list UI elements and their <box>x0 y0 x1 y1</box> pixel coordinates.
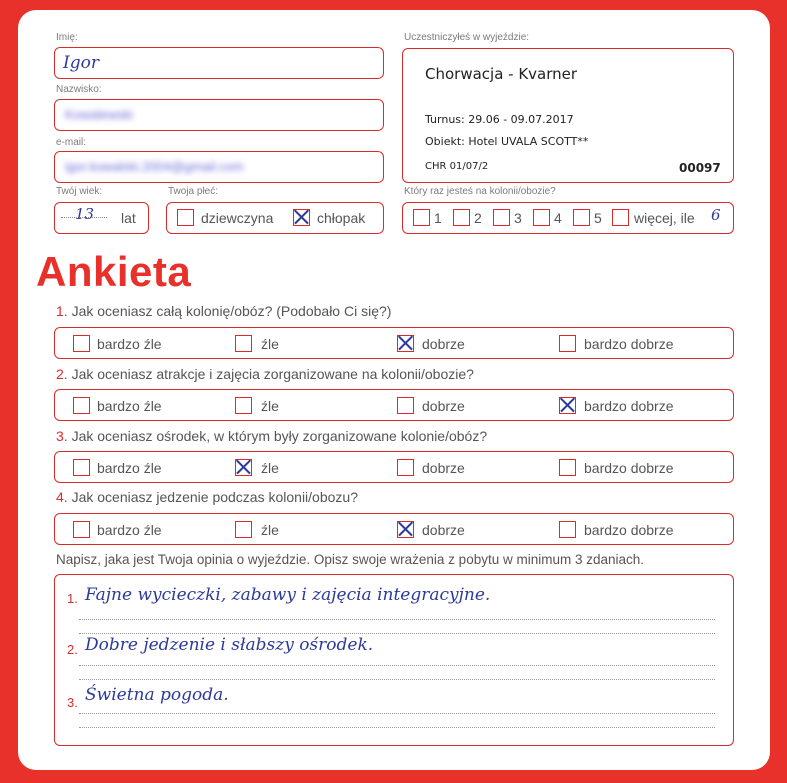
q2-checkbox-bad[interactable] <box>235 397 252 414</box>
q1-checkbox-bad[interactable] <box>235 335 252 352</box>
age-value: 13 <box>75 205 95 223</box>
opinion-3-text: Świetna pogoda. <box>85 685 229 705</box>
question-2: 2. Jak oceniasz atrakcje i zajęcia zorganizowane na kolonii/obozie? <box>56 366 474 382</box>
q1-checkbox-good[interactable] <box>397 335 414 352</box>
question-4: 4. Jak oceniasz jedzenie podczas kolonii/obozu? <box>56 489 358 505</box>
q1-option-bad: źle <box>261 336 279 352</box>
q4-option-very-good: bardzo dobrze <box>584 522 674 538</box>
opinion-2-text: Dobre jedzenie i słabszy ośrodek. <box>85 635 374 655</box>
participated-label: Uczestniczyłeś w wyjeździe: <box>404 32 530 43</box>
trip-name: Chorwacja - Kvarner <box>425 65 578 83</box>
trip-obiekt: Obiekt: Hotel UVALA SCOTT** <box>425 135 589 148</box>
first-name-label: Imię: <box>56 32 78 43</box>
times-checkbox-2[interactable] <box>453 209 470 226</box>
q2-checkbox-good[interactable] <box>397 397 414 414</box>
q2-option-good: dobrze <box>422 398 465 414</box>
q1-checkbox-very-good[interactable] <box>559 335 576 352</box>
q2-option-very-good: bardzo dobrze <box>584 398 674 414</box>
gender-field <box>166 202 384 234</box>
q2-option-very-bad: bardzo źle <box>97 398 162 414</box>
gender-checkbox-boy[interactable] <box>293 209 310 226</box>
q4-option-good: dobrze <box>422 522 465 538</box>
q4-option-bad: źle <box>261 522 279 538</box>
q1-checkbox-very-bad[interactable] <box>73 335 90 352</box>
times-more-value: 6 <box>711 206 721 224</box>
q1-option-very-good: bardzo dobrze <box>584 336 674 352</box>
question-3-answers <box>54 451 734 483</box>
times-checkbox-3[interactable] <box>493 209 510 226</box>
gender-option-boy: chłopak <box>317 210 366 226</box>
times-checkbox-more[interactable] <box>612 209 629 226</box>
email-field[interactable] <box>54 151 384 183</box>
question-3: 3. Jak oceniasz ośrodek, w którym były zorganizowane kolonie/obóz? <box>56 428 488 444</box>
trip-number: 00097 <box>679 161 721 175</box>
q3-option-good: dobrze <box>422 460 465 476</box>
gender-checkbox-girl[interactable] <box>177 209 194 226</box>
first-name-field[interactable] <box>54 47 384 79</box>
question-2-answers <box>54 389 734 421</box>
times-option-1: 1 <box>434 210 442 226</box>
opinion-box[interactable] <box>54 574 734 746</box>
trip-code: CHR 01/07/2 <box>425 161 489 172</box>
q3-checkbox-bad[interactable] <box>235 459 252 476</box>
q3-option-very-good: bardzo dobrze <box>584 460 674 476</box>
trip-info-box <box>402 48 734 183</box>
q2-checkbox-very-bad[interactable] <box>73 397 90 414</box>
times-option-4: 4 <box>554 210 562 226</box>
q3-checkbox-good[interactable] <box>397 459 414 476</box>
gender-label: Twoja płeć: <box>168 186 219 197</box>
trip-turnus: Turnus: 29.06 - 09.07.2017 <box>425 113 574 126</box>
question-1-answers <box>54 327 734 359</box>
question-4-answers <box>54 513 734 545</box>
times-checkbox-5[interactable] <box>573 209 590 226</box>
times-option-2: 2 <box>474 210 482 226</box>
opinion-3-num: 3. <box>67 695 78 710</box>
q4-checkbox-bad[interactable] <box>235 521 252 538</box>
q3-option-very-bad: bardzo źle <box>97 460 162 476</box>
q3-checkbox-very-good[interactable] <box>559 459 576 476</box>
first-name-value: Igor <box>63 53 99 73</box>
times-checkbox-4[interactable] <box>533 209 550 226</box>
q4-checkbox-good[interactable] <box>397 521 414 538</box>
q2-option-bad: źle <box>261 398 279 414</box>
gender-option-girl: dziewczyna <box>201 210 274 226</box>
email-label: e-mail: <box>56 137 87 148</box>
times-field <box>402 202 734 234</box>
q4-option-very-bad: bardzo źle <box>97 522 162 538</box>
q4-checkbox-very-bad[interactable] <box>73 521 90 538</box>
q4-checkbox-very-good[interactable] <box>559 521 576 538</box>
times-option-5: 5 <box>594 210 602 226</box>
last-name-value: Kowalewski <box>65 107 133 122</box>
q3-option-bad: źle <box>261 460 279 476</box>
q3-checkbox-very-bad[interactable] <box>73 459 90 476</box>
opinion-1-num: 1. <box>67 591 78 606</box>
q2-checkbox-very-good[interactable] <box>559 397 576 414</box>
last-name-field[interactable] <box>54 99 384 131</box>
age-unit: lat <box>121 210 136 226</box>
times-option-more: więcej, ile <box>634 210 695 226</box>
survey-title: Ankieta <box>36 248 192 295</box>
times-checkbox-1[interactable] <box>413 209 430 226</box>
last-name-label: Nazwisko: <box>56 84 102 95</box>
opinion-1-text: Fajne wycieczki, zabawy i zajęcia integracyjne. <box>85 585 491 605</box>
email-value: igor.kowalski.2004@gmail.com <box>65 159 244 174</box>
opinion-2-num: 2. <box>67 642 78 657</box>
times-label: Który raz jesteś na kolonii/obozie? <box>404 186 556 197</box>
age-label: Twój wiek: <box>56 186 103 197</box>
times-option-3: 3 <box>514 210 522 226</box>
opinion-prompt: Napisz, jaka jest Twoja opinia o wyjeździe. Opisz swoje wrażenia z pobytu w minimum 3 zdaniach. <box>56 552 645 567</box>
question-1: 1. Jak oceniasz całą kolonię/obóz? (Podobało Ci się?) <box>56 303 392 319</box>
age-field[interactable] <box>54 202 149 234</box>
q1-option-very-bad: bardzo źle <box>97 336 162 352</box>
q1-option-good: dobrze <box>422 336 465 352</box>
